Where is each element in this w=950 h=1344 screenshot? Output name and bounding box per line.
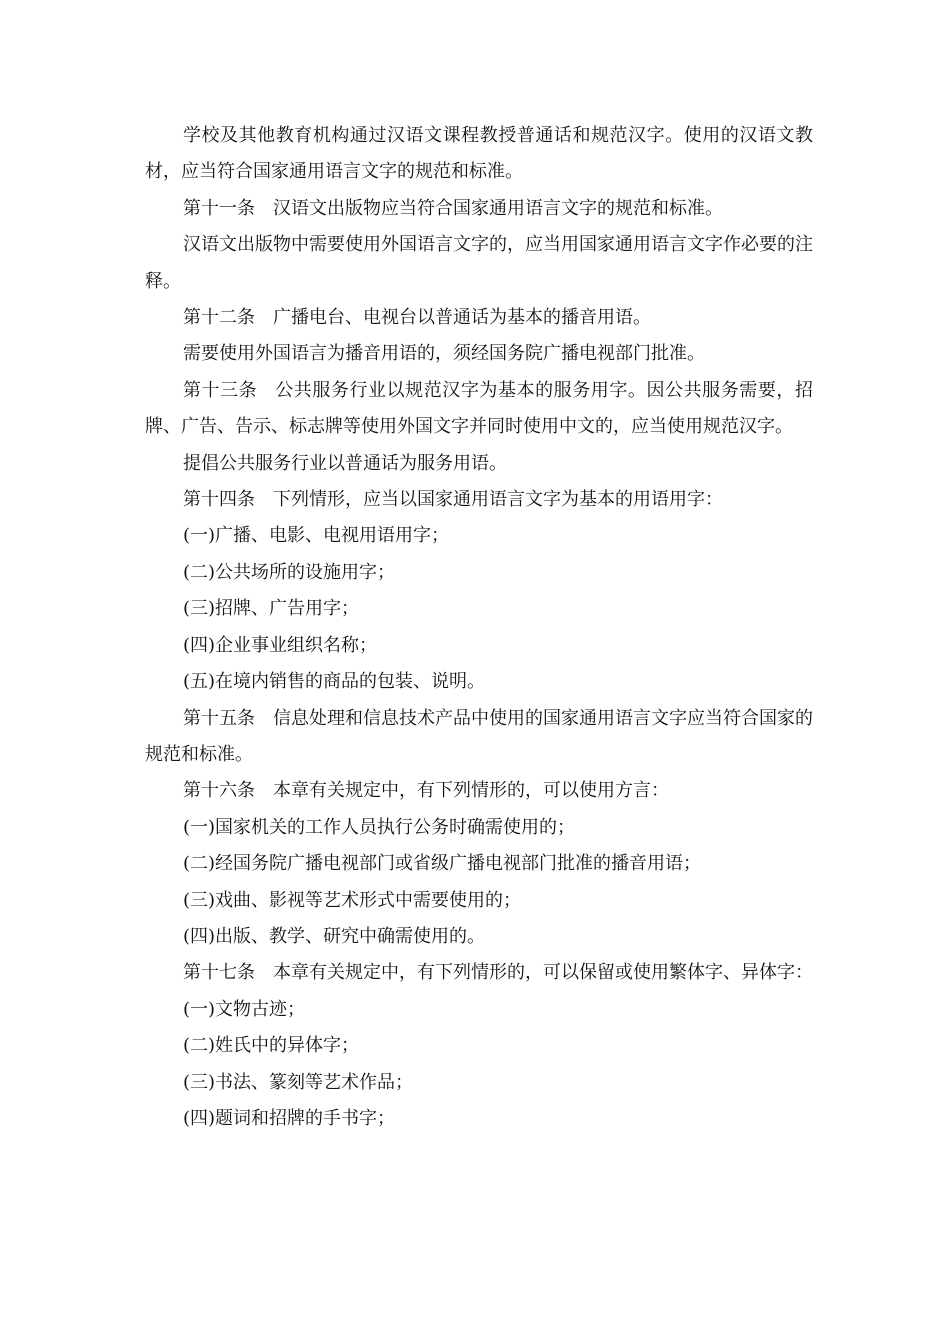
paragraph-text: 信息处理和信息技术产品中使用的国家通用语言文字应当符合国家的规范和标准。 bbox=[145, 707, 813, 765]
list-item bbox=[145, 1101, 813, 1137]
list-item-text: (五)在境内销售的商品的包装、说明。 bbox=[183, 671, 486, 693]
list-item bbox=[145, 555, 813, 591]
paragraph bbox=[145, 336, 813, 372]
article-paragraph bbox=[145, 300, 813, 336]
article-paragraph bbox=[145, 191, 813, 227]
list-item bbox=[145, 1028, 813, 1064]
paragraph bbox=[145, 227, 813, 300]
paragraph-text: 汉语文出版物中需要使用外国语言文字的，应当用国家通用语言文字作必要的注释。 bbox=[145, 234, 813, 292]
paragraph-text: 本章有关规定中，有下列情形的，可以使用方言： bbox=[273, 780, 669, 802]
article-paragraph bbox=[145, 482, 813, 518]
list-item bbox=[145, 628, 813, 664]
list-item bbox=[145, 992, 813, 1028]
article-paragraph bbox=[145, 373, 813, 446]
list-item-text: (二)经国务院广播电视部门或省级广播电视部门批准的播音用语； bbox=[183, 853, 702, 875]
list-item bbox=[145, 664, 813, 700]
article-paragraph bbox=[145, 955, 813, 991]
article-heading: 第十四条 bbox=[183, 489, 255, 511]
paragraph-text: 提倡公共服务行业以普通话为服务用语。 bbox=[183, 452, 507, 474]
article-paragraph bbox=[145, 773, 813, 809]
list-item-text: (一)国家机关的工作人员执行公务时确需使用的； bbox=[183, 816, 576, 838]
list-item bbox=[145, 846, 813, 882]
list-item bbox=[145, 1065, 813, 1101]
article-heading: 第十六条 bbox=[183, 780, 255, 802]
paragraph-text: 需要使用外国语言为播音用语的，须经国务院广播电视部门批准。 bbox=[183, 343, 705, 365]
list-item-text: (三)招牌、广告用字； bbox=[183, 598, 360, 620]
article-heading: 第十一条 bbox=[183, 197, 255, 219]
list-item-text: (二)姓氏中的异体字； bbox=[183, 1035, 360, 1057]
list-item-text: (四)题词和招牌的手书字； bbox=[183, 1107, 396, 1129]
paragraph-text: 汉语文出版物应当符合国家通用语言文字的规范和标准。 bbox=[273, 197, 723, 219]
article-heading: 第十三条 bbox=[183, 379, 258, 401]
article-heading: 第十五条 bbox=[183, 707, 255, 729]
paragraph-text: 广播电台、电视台以普通话为基本的播音用语。 bbox=[273, 307, 651, 329]
list-item-text: (一)广播、电影、电视用语用字； bbox=[183, 525, 450, 547]
paragraph-text: 公共服务行业以规范汉字为基本的服务用字。因公共服务需要，招牌、广告、告示、标志牌等使用外国文字并同时使用中文的，应当使用规范汉字。 bbox=[145, 379, 813, 438]
article-heading: 第十二条 bbox=[183, 307, 255, 329]
list-item bbox=[145, 591, 813, 627]
paragraph-text: 学校及其他教育机构通过汉语文课程教授普通话和规范汉字。使用的汉语文教材，应当符合国家通用语言文字的规范和标准。 bbox=[145, 125, 813, 183]
list-item-text: (一)文物古迹； bbox=[183, 998, 306, 1020]
document-body bbox=[145, 118, 813, 1137]
paragraph bbox=[145, 446, 813, 482]
paragraph-text: 下列情形，应当以国家通用语言文字为基本的用语用字： bbox=[273, 489, 723, 511]
list-item bbox=[145, 518, 813, 554]
list-item bbox=[145, 810, 813, 846]
article-paragraph bbox=[145, 701, 813, 774]
paragraph bbox=[145, 118, 813, 191]
list-item bbox=[145, 919, 813, 955]
list-item-text: (四)出版、教学、研究中确需使用的。 bbox=[183, 925, 486, 947]
list-item-text: (二)公共场所的设施用字； bbox=[183, 561, 396, 583]
list-item-text: (三)书法、篆刻等艺术作品； bbox=[183, 1071, 414, 1093]
list-item-text: (三)戏曲、影视等艺术形式中需要使用的； bbox=[183, 889, 522, 911]
list-item bbox=[145, 883, 813, 919]
list-item-text: (四)企业事业组织名称； bbox=[183, 634, 378, 656]
article-heading: 第十七条 bbox=[183, 962, 255, 984]
paragraph-text: 本章有关规定中，有下列情形的，可以保留或使用繁体字、异体字： bbox=[273, 962, 813, 984]
